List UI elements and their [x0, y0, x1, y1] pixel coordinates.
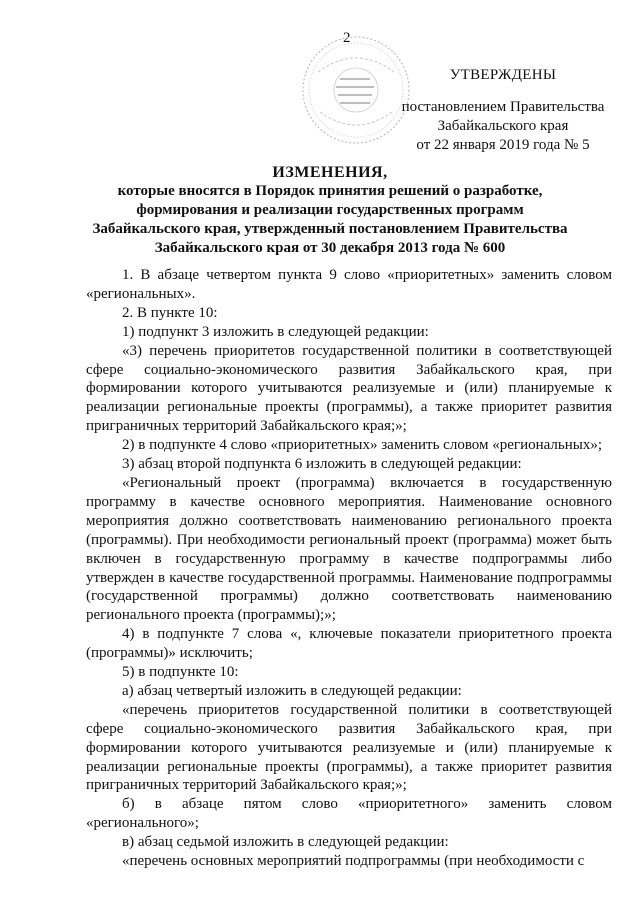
approval-heading: УТВЕРЖДЕНЫ — [449, 67, 557, 83]
document-title — [40, 163, 620, 258]
paragraph: 4) в подпункте 7 слова «, ключевые показатели приоритетного проекта (программы)» исключить; — [86, 626, 612, 662]
paragraph: «Региональный проект (программа) включается в государственную программу в качестве основного мероприятия. Наименование основного мероприятия должно соответствовать наименованию регионального проекта (программы). При необходимости региональный проект (программа) может быть включен в государственную программу в качестве подпрограммы либо утвержден в качестве государственной программы. Наименование подпрограммы (государственной программы) должно соответствовать наименованию регионального проекта (программы);»; — [86, 474, 612, 624]
title-line: которые вносятся в Порядок принятия решений о разработке, — [117, 183, 543, 199]
approval-line: постановлением Правительства — [401, 99, 605, 115]
approval-block — [392, 66, 614, 155]
paragraph: 3) абзац второй подпункта 6 изложить в следующей редакции: — [122, 456, 522, 473]
page-number: 2 — [343, 30, 351, 46]
title-line: Забайкальского края, утвержденный постановлением Правительства — [92, 221, 568, 237]
title-line: формирования и реализации государственных программ — [136, 202, 524, 218]
paragraph: 2. В пункте 10: — [122, 304, 218, 321]
document-body — [86, 266, 612, 871]
paragraph: 2) в подпункте 4 слово «приоритетных» заменить словом «региональных»; — [122, 437, 603, 454]
title-line: Забайкальского края от 30 декабря 2013 года № 600 — [154, 240, 506, 256]
paragraph: 1. В абзаце четвертом пункта 9 слово «приоритетных» заменить словом «региональных». — [86, 267, 612, 302]
paragraph: «перечень основных мероприятий подпрограммы (при необходимости с — [122, 853, 585, 870]
paragraph: 1) подпункт 3 изложить в следующей редакции: — [122, 323, 429, 340]
title-heading: ИЗМЕНЕНИЯ, — [272, 164, 388, 181]
approval-line: Забайкальского края — [437, 118, 569, 134]
approval-line: от 22 января 2019 года № 5 — [416, 137, 590, 153]
paragraph: 5) в подпункте 10: — [122, 664, 239, 681]
paragraph: «3) перечень приоритетов государственной политики в соответствующей сфере социально-экономического развития Забайкальского края, при формировании которого учитываются реализуемые и (или) планируемые к реализации региональные проекты (программы), а также приоритет развития приграничных территорий Забайкальского края;»; — [86, 342, 612, 435]
paragraph: а) абзац четвертый изложить в следующей редакции: — [122, 682, 462, 699]
paragraph: б) в абзаце пятом слово «приоритетного» заменить словом «регионального»; — [86, 796, 612, 832]
paragraph: «перечень приоритетов государственной политики в соответствующей сфере социально-экономического развития Забайкальского края, при формировании которого учитываются реализуемые и (или) планируемые к реализации региональные проекты (программы), а также приоритет развития приграничных территорий Забайкальского края;»; — [86, 701, 612, 794]
paragraph: в) абзац седьмой изложить в следующей редакции: — [122, 834, 449, 851]
